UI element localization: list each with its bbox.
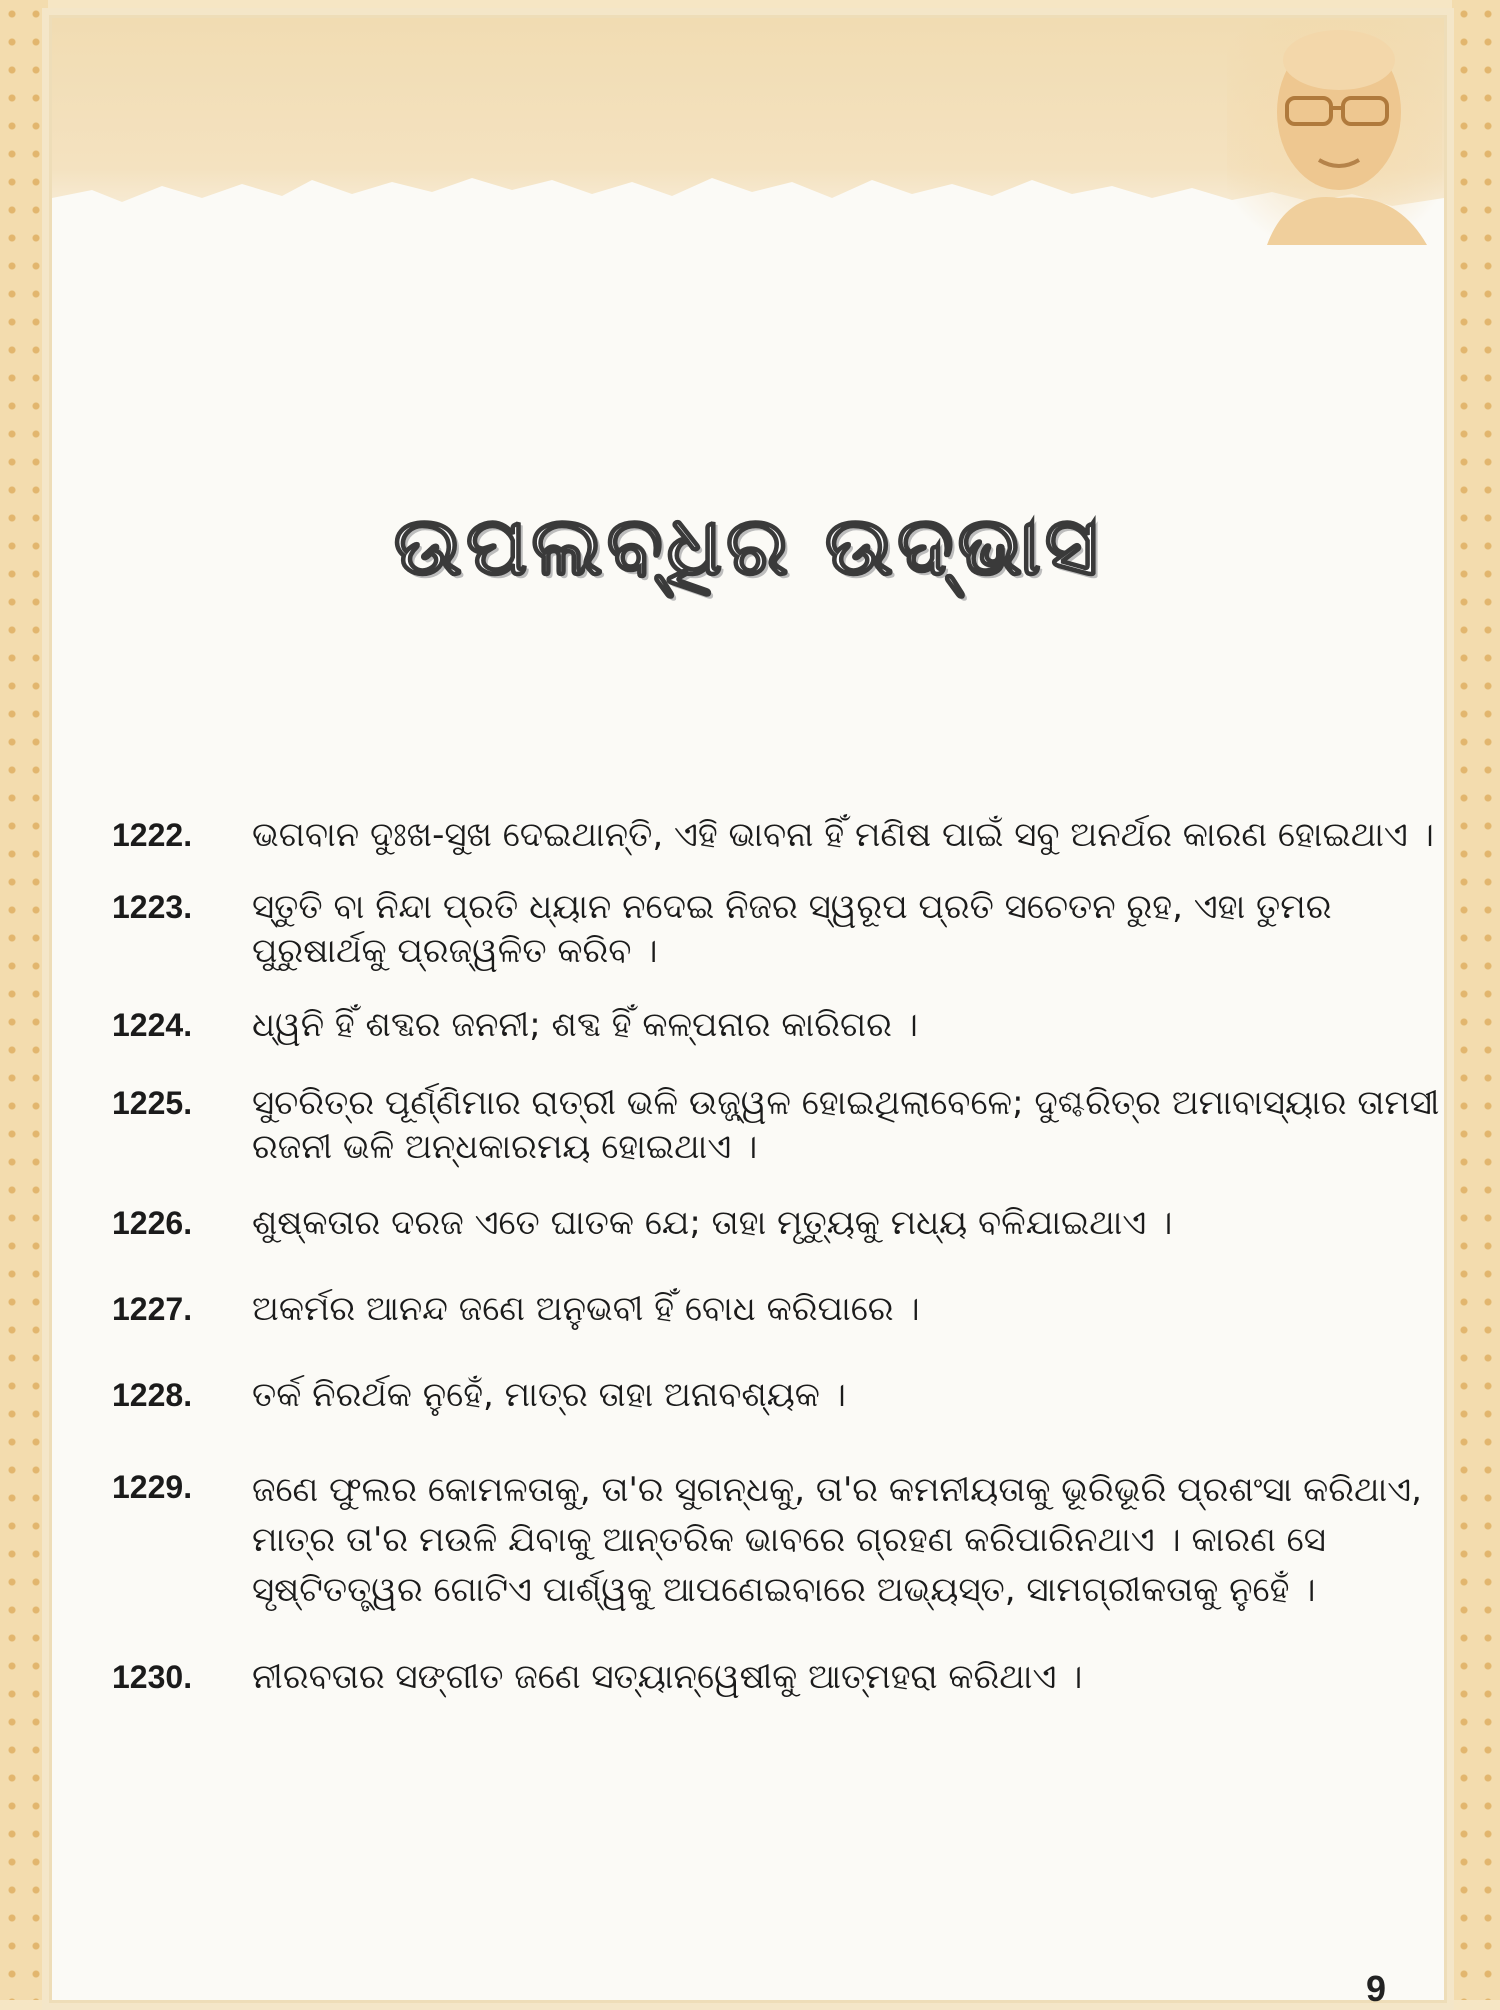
book-page xyxy=(52,18,1444,2009)
author-portrait xyxy=(1227,20,1442,245)
page-title: ଉପଲବ୍ଧିର ଉଦ୍ଭାସ xyxy=(393,498,1103,594)
item-text: ଭଗବାନ ଦୁଃଖ-ସୁଖ ଦେଇଥାନ୍ତି, ଏହି ଭାବନା ହିଁ ମଣିଷ ପାଇଁ ସବୁ ଅନର୍ଥର କାରଣ ହୋଇଥାଏ । xyxy=(252,815,1434,855)
item-number: 1226. xyxy=(112,1205,193,1241)
item-number: 1224. xyxy=(112,1007,193,1043)
list-item xyxy=(112,813,1442,857)
item-text: ଧ୍ୱନି ହିଁ ଶବ୍ଦର ଜନନୀ; ଶବ୍ଦ ହିଁ କଳ୍ପନାର କାରିଗର । xyxy=(252,1005,918,1045)
list-item xyxy=(112,1373,1442,1417)
item-text: ଶୁଷ୍କତାର ଦରଜ ଏତେ ଘାତକ ଯେ; ତାହା ମୃତ୍ୟୁକୁ ମଧ୍ୟ ବଳିଯାଇଥାଏ । xyxy=(252,1203,1173,1243)
item-text: ତର୍କ ନିରର୍ଥକ ନୁହେଁ, ମାତ୍ର ତାହା ଅନାବଶ୍ୟକ । xyxy=(252,1375,846,1415)
item-text: ସ୍ତୁତି ବା ନିନ୍ଦା ପ୍ରତି ଧ୍ୟାନ ନଦେଇ ନିଜର ସ୍ୱରୂପ ପ୍ରତି ସଚେତନ ରୁହ, ଏହା ତୁମର ପୁରୁଷାର୍ଥକୁ ପ୍ରଜ୍ୱଳିତ କରିବ । xyxy=(252,887,1332,971)
page-number: 9 xyxy=(1365,1968,1386,2009)
item-number: 1228. xyxy=(112,1377,193,1413)
list-item xyxy=(112,1465,1442,1615)
list-item xyxy=(112,1003,1442,1047)
item-number: 1230. xyxy=(112,1659,193,1695)
right-decorative-border xyxy=(1452,0,1500,2000)
item-number: 1225. xyxy=(112,1085,193,1121)
list-item xyxy=(112,1287,1442,1331)
item-text: ସୁଚରିତ୍ର ପୂର୍ଣ୍ଣିମାର ରାତ୍ରୀ ଭଳି ଉଜ୍ଜ୍ୱଳ ହୋଇଥିଲାବେଳେ; ଦୁଶ୍ଚରିତ୍ର ଅମାବାସ୍ୟାର ତାମସୀ ରଜନୀ ଭଳି ଅନ୍ଧକାରମୟ ହୋଇଥାଏ । xyxy=(252,1083,1440,1167)
item-text: ନୀରବତାର ସଙ୍ଗୀତ ଜଣେ ସତ୍ୟାନ୍ୱେଷୀକୁ ଆତ୍ମହରା କରିଥାଏ । xyxy=(252,1657,1083,1697)
list-item xyxy=(112,1081,1442,1169)
item-text: ଜଣେ ଫୁଲର କୋମଳତାକୁ, ତା'ର ସୁଗନ୍ଧକୁ, ତା'ର କମନୀୟତାକୁ ଭୂରିଭୂରି ପ୍ରଶଂସା କରିଥାଏ, ମାତ୍ର ତା'ର ମଉଳି ଯିବାକୁ ଆନ୍ତରିକ ଭାବରେ ଗ୍ରହଣ କରିପାରିନଥାଏ । କାରଣ ସେ ସୃଷ୍ଟିତତ୍ତ୍ୱର ଗୋଟିଏ ପାର୍ଶ୍ୱକୁ ଆପଣେଇବାରେ ଅଭ୍ୟସ୍ତ, ସାମଗ୍ରୀକତାକୁ ନୁହେଁ । xyxy=(252,1470,1422,1610)
list-item xyxy=(112,885,1442,973)
list-item xyxy=(112,1655,1442,1699)
item-number: 1222. xyxy=(112,817,193,853)
left-decorative-border xyxy=(0,0,48,2000)
item-text: ଅକର୍ମର ଆନନ୍ଦ ଜଣେ ଅନୁଭବୀ ହିଁ ବୋଧ କରିପାରେ । xyxy=(252,1289,920,1329)
item-number: 1223. xyxy=(112,889,193,925)
item-number: 1227. xyxy=(112,1291,193,1327)
item-number: 1229. xyxy=(112,1469,193,1505)
aphorism-list xyxy=(112,813,1442,1699)
list-item xyxy=(112,1201,1442,1245)
